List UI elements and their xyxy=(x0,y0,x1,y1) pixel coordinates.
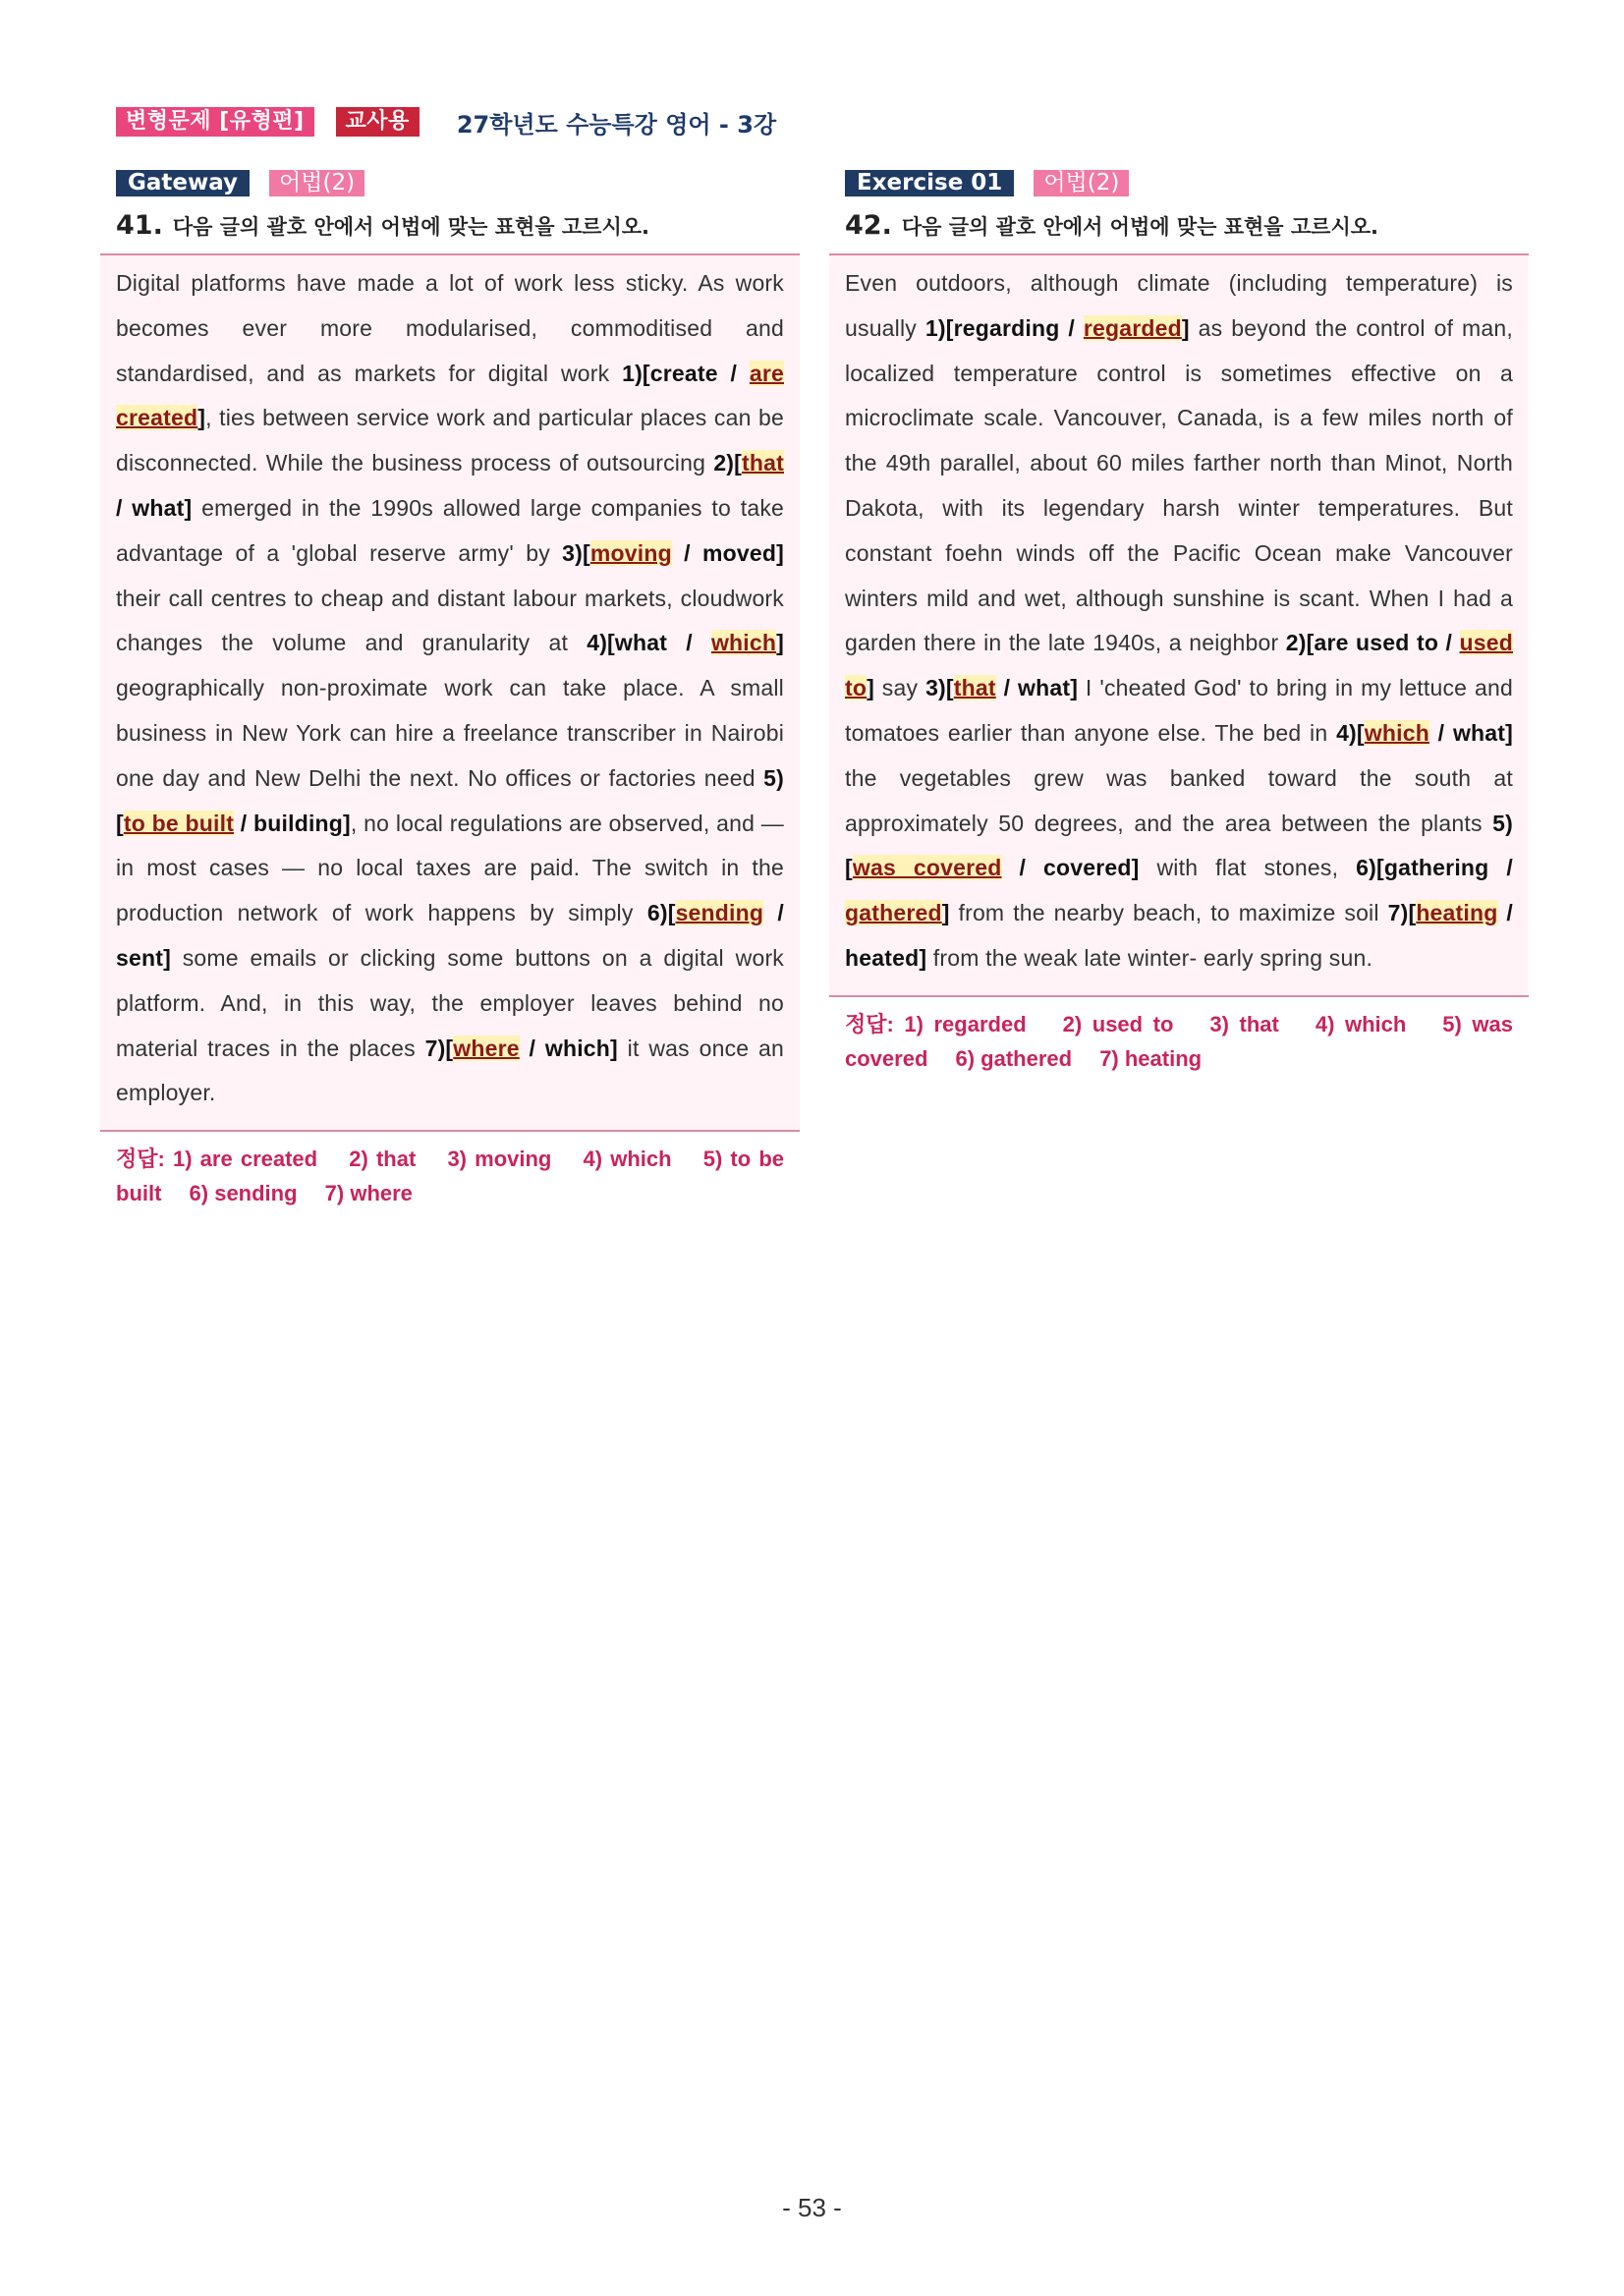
choice-bracket: / building] xyxy=(234,810,351,836)
choice-bracket: / what] xyxy=(995,675,1079,701)
passage-text: say xyxy=(873,675,926,701)
section-row xyxy=(845,169,1529,196)
section-label: Exercise 01 xyxy=(845,170,1014,196)
answer-key: 정답: 1) are created 2) that 3) moving 4) which 5) to be built 6) sending 7) where xyxy=(116,1147,784,1206)
question-42-column xyxy=(829,169,1529,1076)
choice-bracket: / sent] xyxy=(116,900,784,971)
header-title: 27학년도 수능특강 영어 - 3강 xyxy=(456,110,777,139)
page-header xyxy=(116,106,776,138)
question-number: 41. xyxy=(116,210,163,241)
passage-text: emerged in the 1990s allowed large companies to take advantage of a 'global reserve army' by xyxy=(116,494,785,566)
passage-text: I 'cheated God' to bring in my lettuce and tomatoes earlier than anyone else. The bed in xyxy=(845,675,1513,746)
passage-text: Digital platforms have made a lot of work less sticky. As work becomes ever more modularised, commoditised and standardised, and as markets for digital work xyxy=(116,270,784,386)
correct-answer-highlight: which xyxy=(710,630,777,656)
passage-text: Even outdoors, although climate (including temperature) is usually xyxy=(845,270,1513,341)
choice-bracket: ] xyxy=(776,630,784,656)
choice-bracket: 1)[create / xyxy=(622,360,750,386)
correct-answer-highlight: that xyxy=(953,675,996,701)
passage-text: the vegetables grew was banked toward the south at approximately 50 degrees, and the area between the plants xyxy=(845,764,1513,836)
question-text: 다음 글의 괄호 안에서 어법에 맞는 표현을 고르시오. xyxy=(172,215,650,239)
passage-box xyxy=(829,253,1529,997)
choice-bracket: 5)[ xyxy=(845,810,1513,881)
passage-text: geographically non-proximate work can take place. A small business in New York can hire a freelance transcriber in Nairobi one day and New Delhi the next. No offices or factories need xyxy=(116,675,784,791)
choice-bracket: / which] xyxy=(519,1035,618,1061)
passage-text: , ties between service work and particular places can be disconnected. While the business process of outsourcing xyxy=(116,405,784,476)
choice-bracket: 3)[ xyxy=(562,539,590,566)
section-label: Gateway xyxy=(116,170,250,196)
page-number: - 53 - xyxy=(782,2193,842,2222)
correct-answer-highlight: was covered xyxy=(852,855,1002,881)
correct-answer-highlight: which xyxy=(1364,719,1429,746)
passage-text: from the nearby beach, to maximize soil xyxy=(949,900,1388,926)
choice-bracket: ] xyxy=(867,675,874,701)
choice-bracket: / heated] xyxy=(845,900,1513,971)
question-heading xyxy=(845,208,1529,244)
question-number: 42. xyxy=(845,210,892,241)
passage-text: some emails or clicking some buttons on a digital work platform. And, in this way, the employer leaves behind no material traces in the places xyxy=(116,944,784,1061)
correct-answer-highlight: to be built xyxy=(123,810,235,836)
category-tag: 변형문제 [유형편] xyxy=(116,107,314,137)
choice-bracket: 1)[regarding / xyxy=(924,314,1084,341)
section-type-badge: 어법(2) xyxy=(1034,170,1129,196)
correct-answer-highlight: where xyxy=(453,1035,520,1061)
choice-bracket: 4)[what / xyxy=(587,630,711,656)
correct-answer-highlight: used to xyxy=(845,630,1513,701)
passage-text: their call centres to cheap and distant labour markets, cloudwork changes the volume and granularity at xyxy=(116,585,784,656)
question-text: 다음 글의 괄호 안에서 어법에 맞는 표현을 고르시오. xyxy=(901,215,1379,239)
choice-bracket: ] xyxy=(1181,314,1190,341)
correct-answer-highlight: sending xyxy=(675,900,764,926)
choice-bracket: 3)[ xyxy=(925,675,954,701)
choice-bracket: / what] xyxy=(116,494,193,521)
passage-text: with flat stones, xyxy=(1139,855,1357,881)
choice-bracket: 2)[are used to / xyxy=(1285,630,1460,656)
correct-answer-highlight: are created xyxy=(116,360,784,431)
question-heading xyxy=(116,208,800,244)
correct-answer-highlight: that xyxy=(742,450,784,476)
choice-bracket: / covered] xyxy=(1001,855,1140,881)
section-type-badge: 어법(2) xyxy=(269,170,364,196)
correct-answer-highlight: gathered xyxy=(845,900,942,926)
passage-box xyxy=(100,253,800,1132)
answer-key: 정답: 1) regarded 2) used to 3) that 4) which 5) was covered 6) gathered 7) heating xyxy=(845,1011,1513,1071)
choice-bracket: 7)[ xyxy=(424,1035,454,1061)
choice-bracket: 6)[ xyxy=(646,900,676,926)
choice-bracket: 6)[gathering / xyxy=(1356,855,1513,881)
passage-text: from the weak late winter- early spring sun. xyxy=(926,944,1373,971)
passage-text: it was once an employer. xyxy=(116,1035,785,1106)
correct-answer-highlight: heating xyxy=(1416,900,1498,926)
section-row xyxy=(116,169,800,196)
correct-answer-highlight: moving xyxy=(589,539,672,566)
choice-bracket: 4)[ xyxy=(1336,719,1365,746)
choice-bracket: / moved] xyxy=(671,539,784,566)
choice-bracket: / what] xyxy=(1428,719,1514,746)
choice-bracket: ] xyxy=(197,405,206,431)
question-41-column xyxy=(100,169,800,1210)
choice-bracket: 2)[ xyxy=(713,450,743,476)
correct-answer-highlight: regarded xyxy=(1083,314,1182,341)
choice-bracket: ] xyxy=(941,900,950,926)
choice-bracket: 7)[ xyxy=(1387,900,1417,926)
passage-text: , no local regulations are observed, and — in most cases — no local taxes are paid. The switch in the production network of work happens by simply xyxy=(116,810,784,926)
passage-text: as beyond the control of man, localized temperature control is sometimes effective on a microclimate scale. Vancouver, Canada, is a few miles north of the 49th parallel, about 60 miles farther north than Minot, North Dakota, with its legendary harsh winter temperatures. But constant foehn winds off the Pacific Ocean make Vancouver winters mild and wet, although sunshine is scant. When I had a garden there in the late 1940s, a neighbor xyxy=(845,314,1513,656)
choice-bracket: 5)[ xyxy=(116,764,784,836)
teacher-tag: 교사용 xyxy=(336,107,420,137)
